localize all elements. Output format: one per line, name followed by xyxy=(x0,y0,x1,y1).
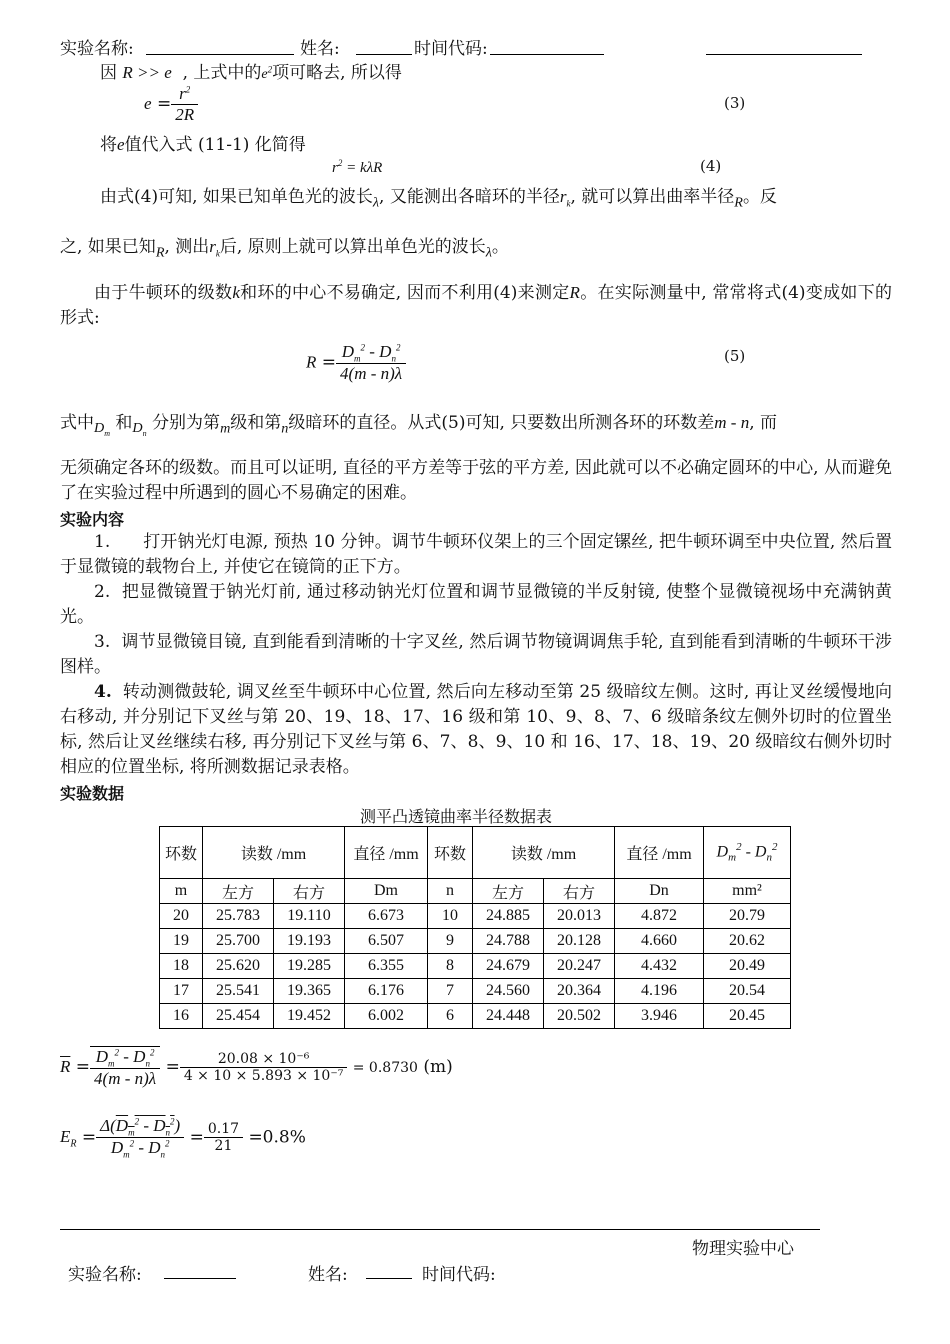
footer-name-label: 实验名称: xyxy=(68,1265,142,1285)
subheader-cell: Dn xyxy=(615,879,704,904)
table-cell: 6.507 xyxy=(345,929,428,954)
table-cell: 20.79 xyxy=(704,904,791,929)
table-cell: 19.285 xyxy=(274,954,345,979)
equation-4: $r^2 = k\lambda R$ xyxy=(332,158,383,176)
table-header-row xyxy=(160,827,791,879)
step-4: 4. 转动测微鼓轮, 调叉丝至牛顿环中心位置, 然后向左移动至第 25 级暗纹左侧。这时, 再让叉丝缓慢地向右移动, 并分别记下叉丝与第 20、19、18、17、16 级和第 10、9、8、7、6 级暗条纹左侧外切时的位置坐标, 然后让叉丝继续右移, 再分别记下叉丝与第 6、7、8、9、10 和 16、17、18、19、20 级暗纹右侧外切时相应的位置坐标, 将所测数据记录表格。 xyxy=(60,682,892,777)
table-row xyxy=(160,954,791,979)
table-row xyxy=(160,1004,791,1029)
table-cell: 10 xyxy=(428,904,473,929)
subheader-cell: Dm xyxy=(345,879,428,904)
table-cell: 24.560 xyxy=(473,979,544,1004)
table-cell: 16 xyxy=(160,1004,203,1029)
table-body xyxy=(160,904,791,1029)
table-cell: 6 xyxy=(428,1004,473,1029)
table-cell: 20.128 xyxy=(544,929,615,954)
table-cell: 25.541 xyxy=(203,979,274,1004)
subheader-cell: 左方 xyxy=(473,879,544,904)
subheader-cell: n xyxy=(428,879,473,904)
table-cell: 19.110 xyxy=(274,904,345,929)
table-subheader-row xyxy=(160,879,791,904)
text-line-2: 将e值代入式 (11-1) 化简得 xyxy=(100,135,306,155)
table-cell: 20.247 xyxy=(544,954,615,979)
table-cell: 7 xyxy=(428,979,473,1004)
table-cell: 24.788 xyxy=(473,929,544,954)
table-cell: 19.193 xyxy=(274,929,345,954)
table-cell: 19.452 xyxy=(274,1004,345,1029)
table-cell: 25.620 xyxy=(203,954,274,979)
result-error-value: =0.8% xyxy=(248,1127,306,1148)
table-cell: 6.002 xyxy=(345,1004,428,1029)
table-cell: 20.49 xyxy=(704,954,791,979)
table-cell: 20.54 xyxy=(704,979,791,1004)
table-cell: 25.454 xyxy=(203,1004,274,1029)
footer-center: 物理实验中心 xyxy=(692,1239,794,1259)
header-code-label: 时间代码: xyxy=(414,39,488,59)
table-cell: 3.946 xyxy=(615,1004,704,1029)
header-diameter-n: 直径 /mm xyxy=(615,827,704,879)
equation-4-tag: (4) xyxy=(700,157,722,175)
subheader-cell: 左方 xyxy=(203,879,274,904)
table-cell: 24.679 xyxy=(473,954,544,979)
equation-5-tag: (5) xyxy=(724,347,746,365)
table-cell: 6.673 xyxy=(345,904,428,929)
equation-3-tag: (3) xyxy=(724,94,746,112)
table-cell: 6.355 xyxy=(345,954,428,979)
subheader-cell: 右方 xyxy=(544,879,615,904)
table-cell: 9 xyxy=(428,929,473,954)
result-r-value: = 0.8730 xyxy=(352,1060,418,1077)
header-ring-n: 环数 xyxy=(428,827,473,879)
table-cell: 19.365 xyxy=(274,979,345,1004)
subheader-cell: m xyxy=(160,879,203,904)
table-cell: 20.45 xyxy=(704,1004,791,1029)
table-cell: 4.872 xyxy=(615,904,704,929)
header-ring-m: 环数 xyxy=(160,827,203,879)
subheader-cell: mm² xyxy=(704,879,791,904)
header-name-blank xyxy=(146,54,294,55)
header-reading-m: 读数 /mm xyxy=(203,827,345,879)
table-cell: 19 xyxy=(160,929,203,954)
table-cell: 18 xyxy=(160,954,203,979)
step-1: 1. 打开钠光灯电源, 预热 10 分钟。调节牛顿环仪架上的三个固定镙丝, 把牛顿环调至中央位置, 然后置于显微镜的载物台上, 并使它在镜筒的正下方。 xyxy=(60,532,892,577)
paragraph-3-line1: 式中$_{D_m}$ 和$_{D_n}$ 分别为第$_m$级和第$_n$级暗环的直径。从式(5)可知, 只要数出所测各环的环数差m - n, 而 xyxy=(60,413,778,439)
table-cell: 4.432 xyxy=(615,954,704,979)
equation-3: e = $\frac{r^2}{2R}$ xyxy=(144,84,198,125)
header-name-label: 实验名称: xyxy=(60,39,134,59)
step-3: 3. 调节显微镜目镜, 直到能看到清晰的十字叉丝, 然后调节物镜调调焦手轮, 直到能看到清晰的牛顿环干涉图样。 xyxy=(60,632,893,677)
header-person-label: 姓名: xyxy=(300,39,340,59)
table-cell: 24.448 xyxy=(473,1004,544,1029)
header-reading-n: 读数 /mm xyxy=(473,827,615,879)
table-cell: 25.700 xyxy=(203,929,274,954)
text-line-1: 因 R >> e , 上式中的$e^2$项可略去, 所以得 xyxy=(100,63,402,83)
header-extra-blank xyxy=(706,54,862,55)
table-cell: 4.196 xyxy=(615,979,704,1004)
table-row xyxy=(160,904,791,929)
step-2: 2. 把显微镜置于钠光灯前, 通过移动钠光灯位置和调节显微镜的半反射镜, 使整个显微镜视场中充满钠黄光。 xyxy=(60,582,892,627)
equation-5: R = $\frac{D_m^2 - D_n^2}{4(m - n)\lambda}$ xyxy=(306,342,406,384)
section-experiment-content: 实验内容 xyxy=(60,510,125,529)
paragraph-2: 由于牛顿环的级数k和环的中心不易确定, 因而不利用(4)来测定R。在实际测量中, 常常将式(4)变成如下的形式: xyxy=(60,283,893,328)
footer-code-label: 时间代码: xyxy=(422,1265,496,1285)
result-r-formula: $\overline{R}$ = $\frac{D_m^2 - D_n^2}{4(m - n)\lambda}$ = $\frac{\text{20.08 × 10⁻⁶}}{\text{4 × 10 × 5.893 × 10⁻⁷}}$ = 0.8730 (m) xyxy=(60,1047,453,1089)
header-person-blank xyxy=(356,54,412,55)
subheader-cell: 右方 xyxy=(274,879,345,904)
footer-name-blank xyxy=(164,1278,236,1279)
header-code-blank xyxy=(490,54,604,55)
table-cell: 20.013 xyxy=(544,904,615,929)
footer-person-label: 姓名: xyxy=(308,1265,348,1285)
table-cell: 25.783 xyxy=(203,904,274,929)
header-diameter-m: 直径 /mm xyxy=(345,827,428,879)
table-cell: 20.502 xyxy=(544,1004,615,1029)
table-caption: 测平凸透镜曲率半径数据表 xyxy=(360,807,553,826)
footer-person-blank xyxy=(366,1278,412,1279)
table-cell: 20 xyxy=(160,904,203,929)
paragraph-1-line1: 由式(4)可知, 如果已知单色光的波长$_\lambda$, 又能测出各暗环的半径$r_k$, 就可以算出曲率半径$_R$。反 xyxy=(100,187,777,211)
result-r-unit: (m) xyxy=(423,1057,453,1078)
table-cell: 4.660 xyxy=(615,929,704,954)
table-cell: 20.62 xyxy=(704,929,791,954)
table-cell: 20.364 xyxy=(544,979,615,1004)
section-experiment-data: 实验数据 xyxy=(60,784,125,803)
paragraph-1-line2: 之, 如果已知$_R$, 测出$r_k$后, 原则上就可以算出单色光的波长$_\lambda$。 xyxy=(60,237,509,261)
table-cell: 17 xyxy=(160,979,203,1004)
table-cell: 8 xyxy=(428,954,473,979)
table-cell: 24.885 xyxy=(473,904,544,929)
table-cell: 6.176 xyxy=(345,979,428,1004)
table-row xyxy=(160,979,791,1004)
result-error-formula: $E_R$ = $\frac{\Delta(D_m^2 - D_n^2)}{D_m^2 - D_n^2}$ = $\frac{0.17}{21}$ =0.8% xyxy=(60,1116,306,1160)
table-row xyxy=(160,929,791,954)
header-diff-squares: $D_m^2 - D_n^2$ xyxy=(704,827,791,879)
paragraph-3-rest: 无须确定各环的级数。而且可以证明, 直径的平方差等于弦的平方差, 因此就可以不必确定圆环的中心, 从而避免了在实验过程中所遇到的圆心不易确定的困难。 xyxy=(60,458,892,503)
data-table xyxy=(159,826,791,1029)
footer-rule xyxy=(60,1229,820,1230)
